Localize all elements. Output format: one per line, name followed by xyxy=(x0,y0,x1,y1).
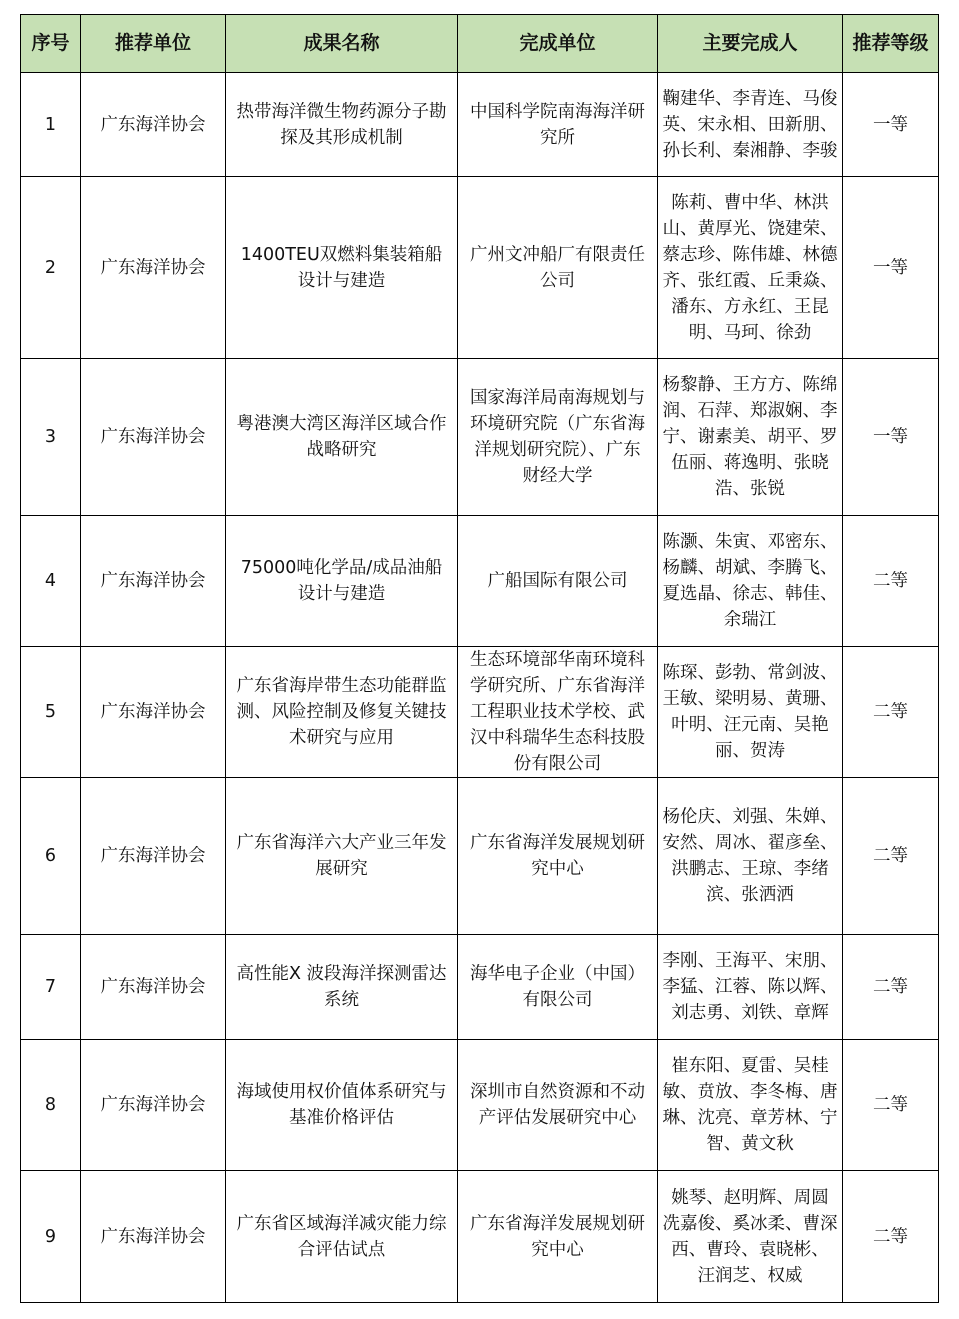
row-achievement: 高性能X 波段海洋探测雷达系统 xyxy=(226,935,458,1040)
row-unit: 广东省海洋发展规划研究中心 xyxy=(458,1171,658,1303)
row-no: 6 xyxy=(21,778,81,935)
row-grade: 二等 xyxy=(843,516,939,647)
row-unit: 深圳市自然资源和不动产评估发展研究中心 xyxy=(458,1040,658,1171)
row-grade: 二等 xyxy=(843,1171,939,1303)
row-recommender: 广东海洋协会 xyxy=(81,647,226,778)
row-unit: 生态环境部华南环境科学研究所、广东省海洋工程职业技术学校、武汉中科瑞华生态科技股份有限公司 xyxy=(458,647,658,778)
row-unit: 海华电子企业（中国）有限公司 xyxy=(458,935,658,1040)
row-achievement: 广东省海洋六大产业三年发展研究 xyxy=(226,778,458,935)
row-no: 3 xyxy=(21,359,81,516)
table-row xyxy=(21,73,939,177)
row-no: 1 xyxy=(21,73,81,177)
table-row xyxy=(21,1171,939,1303)
row-no: 8 xyxy=(21,1040,81,1171)
table-row xyxy=(21,359,939,516)
row-no: 9 xyxy=(21,1171,81,1303)
row-no: 2 xyxy=(21,177,81,359)
row-recommender: 广东海洋协会 xyxy=(81,1171,226,1303)
header-no: 序号 xyxy=(21,15,81,73)
row-grade: 一等 xyxy=(843,73,939,177)
row-persons: 杨伦庆、刘强、朱婵、安然、周冰、翟彦垒、洪鹏志、王琼、李绪滨、张洒洒 xyxy=(658,778,843,935)
table-row xyxy=(21,935,939,1040)
header-persons: 主要完成人 xyxy=(658,15,843,73)
row-no: 7 xyxy=(21,935,81,1040)
table-row xyxy=(21,177,939,359)
row-persons: 姚琴、赵明辉、周圆 冼嘉俊、奚冰柔、曹深西、曹玲、袁晓彬、 汪润芝、权威 xyxy=(658,1171,843,1303)
row-achievement: 海域使用权价值体系研究与基准价格评估 xyxy=(226,1040,458,1171)
row-recommender: 广东海洋协会 xyxy=(81,73,226,177)
row-achievement: 热带海洋微生物药源分子勘探及其形成机制 xyxy=(226,73,458,177)
row-grade: 二等 xyxy=(843,778,939,935)
row-unit: 国家海洋局南海规划与环境研究院（广东省海洋规划研究院）、广东财经大学 xyxy=(458,359,658,516)
row-achievement: 粤港澳大湾区海洋区域合作战略研究 xyxy=(226,359,458,516)
row-unit: 中国科学院南海海洋研究所 xyxy=(458,73,658,177)
table-row xyxy=(21,778,939,935)
row-persons: 陈灏、朱寅、邓密东、杨麟、胡斌、李腾飞、夏选晶、徐志、韩佳、余瑞江 xyxy=(658,516,843,647)
row-persons: 杨黎静、王方方、陈绵润、石萍、郑淑娴、李宁、谢素美、胡平、罗伍丽、蒋逸明、张晓浩、张锐 xyxy=(658,359,843,516)
row-persons: 崔东阳、夏雷、吴桂敏、贲放、李冬梅、唐琳、沈亮、章芳林、宁智、黄文秋 xyxy=(658,1040,843,1171)
row-grade: 一等 xyxy=(843,177,939,359)
row-grade: 二等 xyxy=(843,647,939,778)
row-unit: 广东省海洋发展规划研究中心 xyxy=(458,778,658,935)
row-recommender: 广东海洋协会 xyxy=(81,935,226,1040)
table-row xyxy=(21,647,939,778)
table-row xyxy=(21,516,939,647)
row-achievement: 广东省海岸带生态功能群监测、风险控制及修复关键技术研究与应用 xyxy=(226,647,458,778)
row-unit: 广船国际有限公司 xyxy=(458,516,658,647)
row-recommender: 广东海洋协会 xyxy=(81,359,226,516)
header-row xyxy=(21,15,939,73)
row-recommender: 广东海洋协会 xyxy=(81,1040,226,1171)
row-grade: 一等 xyxy=(843,359,939,516)
table-row xyxy=(21,1040,939,1171)
row-no: 4 xyxy=(21,516,81,647)
row-grade: 二等 xyxy=(843,935,939,1040)
row-persons: 陈琛、彭勃、常剑波、王敏、梁明易、黄珊、叶明、汪元南、吴艳丽、贺涛 xyxy=(658,647,843,778)
row-recommender: 广东海洋协会 xyxy=(81,177,226,359)
awards-table xyxy=(20,14,939,1303)
row-grade: 二等 xyxy=(843,1040,939,1171)
header-achievement: 成果名称 xyxy=(226,15,458,73)
row-achievement: 75000吨化学品/成品油船设计与建造 xyxy=(226,516,458,647)
row-recommender: 广东海洋协会 xyxy=(81,778,226,935)
row-achievement: 1400TEU双燃料集装箱船设计与建造 xyxy=(226,177,458,359)
row-recommender: 广东海洋协会 xyxy=(81,516,226,647)
header-recommender: 推荐单位 xyxy=(81,15,226,73)
header-grade: 推荐等级 xyxy=(843,15,939,73)
row-unit: 广州文冲船厂有限责任公司 xyxy=(458,177,658,359)
row-persons: 李刚、王海平、宋朋、李猛、江蓉、陈以辉、刘志勇、刘铁、章辉 xyxy=(658,935,843,1040)
row-persons: 鞠建华、李青连、马俊英、宋永相、田新朋、孙长利、秦湘静、李骏 xyxy=(658,73,843,177)
header-unit: 完成单位 xyxy=(458,15,658,73)
row-persons: 陈莉、曹中华、林洪山、黄厚光、饶建荣、蔡志珍、陈伟雄、林德齐、张红霞、丘秉焱、潘东、方永红、王昆明、马珂、徐劲 xyxy=(658,177,843,359)
row-achievement: 广东省区域海洋减灾能力综合评估试点 xyxy=(226,1171,458,1303)
row-no: 5 xyxy=(21,647,81,778)
